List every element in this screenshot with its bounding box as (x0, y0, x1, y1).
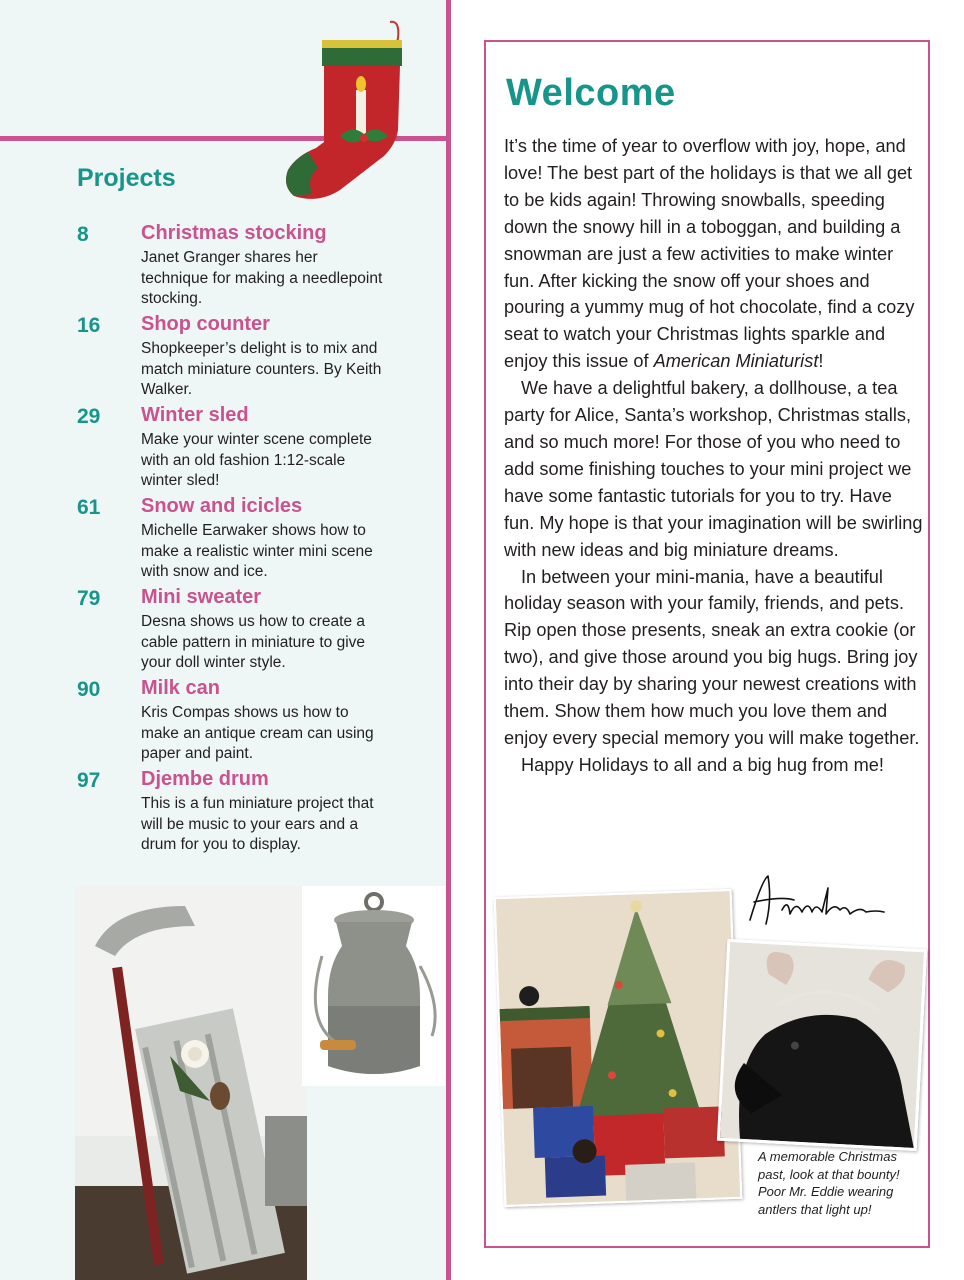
project-item (77, 222, 407, 313)
project-description: Michelle Earwaker shows how to make a realistic winter mini scene with snow and ice. (141, 522, 373, 580)
project-title: Shop counter (141, 313, 270, 335)
project-page-number: 29 (77, 405, 101, 428)
dog-photo (717, 939, 927, 1151)
projects-heading: Projects (77, 164, 176, 192)
project-title: Winter sled (141, 404, 249, 426)
project-description: This is a fun miniature project that will be music to your ears and a drum for you to display. (141, 795, 374, 853)
project-description: Kris Compas shows us how to make an antique cream can using paper and paint. (141, 704, 374, 762)
project-page-number: 97 (77, 769, 101, 792)
welcome-title: Welcome (506, 72, 676, 114)
project-list (77, 222, 407, 859)
project-title: Milk can (141, 677, 220, 699)
welcome-paragraph-3: In between your mini-mania, have a beautiful holiday season with your family, friends, and pets. Rip open those presents, sneak an extra cookie (or two), and give those around you big hugs. Bring joy into their day by sharing your newest creations with them. Show them how much you love them and enjoy every special memory you will make together. (504, 566, 920, 748)
project-page-number: 61 (77, 496, 101, 519)
welcome-paragraph-1 (504, 133, 924, 375)
paragraph-text: It’s the time of year to overflow with joy, hope, and love! The best part of the holidays is that we all get to be kids again! Throwing snowballs, speeding down the snowy hill in a toboggan, and building a snowman are just a few activities to make winter fun. After kicking the snow off your shoes and pouring a yummy mug of hot chocolate, find a cozy seat to watch your Christmas lights sparkle and enjoy this issue of (504, 136, 915, 372)
christmas-tree-photo (494, 889, 743, 1207)
vertical-divider (446, 0, 451, 1280)
project-description: Desna shows us how to create a cable pattern in miniature to give your doll winter style. (141, 613, 366, 671)
welcome-body (504, 133, 924, 779)
project-description: Make your winter scene complete with an old fashion 1:12-scale winter sled! (141, 431, 372, 489)
milk-can-photo (302, 886, 446, 1086)
project-page-number: 8 (77, 223, 89, 246)
welcome-paragraph-4: Happy Holidays to all and a big hug from me! (521, 754, 884, 775)
project-item (77, 586, 407, 677)
project-item (77, 495, 407, 586)
welcome-paragraph-2: We have a delightful bakery, a dollhouse, a tea party for Alice, Santa’s workshop, Christmas stalls, and so much more! For those of you who need to add some finishing touches to your mini project we have some fantastic tutorials for you to try. Have fun. My hope is that your imagination will be swirling with new ideas and big miniature dreams. (504, 378, 923, 560)
project-title: Djembe drum (141, 768, 269, 790)
project-description: Shopkeeper’s delight is to mix and match miniature counters. By Keith Walker. (141, 340, 382, 398)
project-title: Christmas stocking (141, 222, 327, 244)
sled-photo (75, 886, 307, 1280)
photo-caption: A memorable Christmas past, look at that bounty! Poor Mr. Eddie wearing antlers that light up! (758, 1149, 900, 1217)
paragraph-text-end: ! (818, 351, 824, 372)
magazine-name: American Miniaturist (653, 351, 819, 372)
project-page-number: 79 (77, 587, 101, 610)
project-title: Snow and icicles (141, 495, 303, 517)
project-item (77, 404, 407, 495)
project-page-number: 90 (77, 678, 101, 701)
project-item (77, 768, 407, 859)
project-title: Mini sweater (141, 586, 262, 608)
signature (742, 870, 892, 930)
stocking-image (278, 18, 410, 204)
project-item (77, 313, 407, 404)
project-description: Janet Granger shares her technique for making a needlepoint stocking. (141, 249, 383, 307)
project-page-number: 16 (77, 314, 101, 337)
project-item (77, 677, 407, 768)
